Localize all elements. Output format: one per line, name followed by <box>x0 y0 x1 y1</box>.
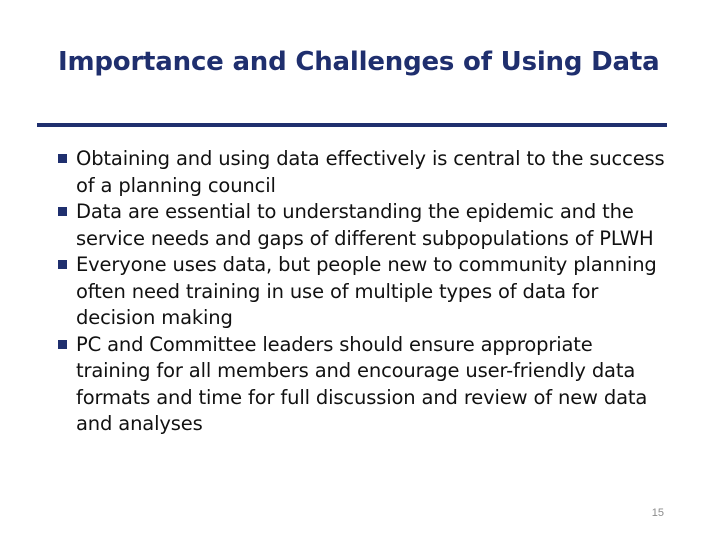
square-bullet-icon <box>58 260 67 269</box>
slide-title: Importance and Challenges of Using Data <box>58 47 660 77</box>
bullet-item <box>58 332 670 438</box>
square-bullet-icon <box>58 154 67 163</box>
square-bullet-icon <box>58 207 67 216</box>
bullet-list <box>58 146 670 438</box>
bullet-text: PC and Committee leaders should ensure appropriate training for all members and encourage user-friendly data formats and time for full discussion and review of new data and analyses <box>76 332 648 435</box>
bullet-text: Obtaining and using data effectively is central to the success of a planning council <box>76 147 665 197</box>
bullet-item <box>58 252 670 332</box>
bullet-item <box>58 146 670 199</box>
page-number: 15 <box>651 507 664 519</box>
bullet-text: Data are essential to understanding the epidemic and the service needs and gaps of different subpopulations of PLWH <box>76 200 654 250</box>
bullet-item <box>58 199 670 252</box>
title-divider <box>37 123 667 127</box>
bullet-text: Everyone uses data, but people new to community planning often need training in use of multiple types of data for decision making <box>76 253 657 329</box>
square-bullet-icon <box>58 340 67 349</box>
